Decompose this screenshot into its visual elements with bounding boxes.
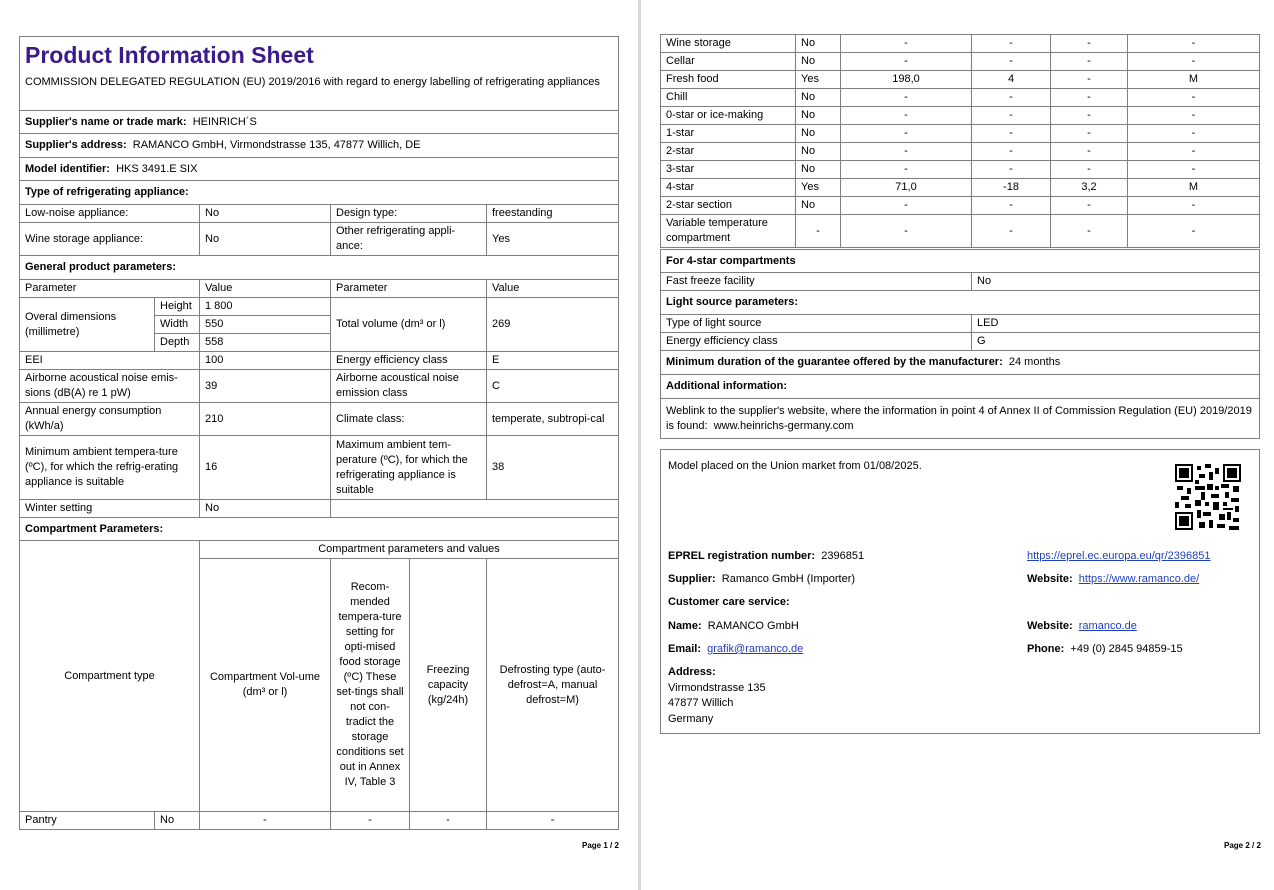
extra-params-table-page2 [660, 249, 1260, 439]
website2-label: Website: [1027, 620, 1073, 632]
variable-temp-label: Variable temperature compartment [661, 215, 796, 248]
value-header-right: Value [487, 280, 619, 298]
website-label: Website: [1027, 573, 1073, 585]
param-header-left: Parameter [20, 280, 200, 298]
depth-value: 558 [200, 334, 331, 352]
compartment-defrost: - [1128, 143, 1260, 161]
qr-code-icon [1175, 464, 1241, 530]
eprel-value: 2396851 [821, 550, 865, 562]
compartment-defrost: - [1128, 107, 1260, 125]
website2-link[interactable]: ramanco.de [1078, 620, 1137, 632]
energy-class-label: Energy efficiency class [331, 352, 487, 370]
compartment-freezing: - [1051, 197, 1128, 215]
compartment-name: Chill [661, 89, 796, 107]
supplier-label: Supplier: [668, 573, 716, 585]
compartment-present: No [796, 125, 841, 143]
winter-setting-label: Winter setting [20, 500, 200, 518]
compartment-temp: - [972, 143, 1051, 161]
winter-setting-value: No [200, 500, 331, 518]
model-value: HKS 3491.E SIX [116, 162, 198, 175]
compartment-name: 4-star [661, 179, 796, 197]
compartment-defrost: - [1128, 89, 1260, 107]
customer-care-label: Customer care service: [668, 596, 790, 608]
compartment-freezing: - [1051, 143, 1128, 161]
compartment-defrost: - [1128, 161, 1260, 179]
variable-temp-volume: - [841, 215, 972, 248]
other-appliance-value: Yes [487, 223, 619, 256]
value-header-left: Value [200, 280, 331, 298]
compartment-temp: -18 [972, 179, 1051, 197]
guarantee-label: Minimum duration of the guarantee offered by the manufacturer: [666, 356, 1003, 368]
compartment-name: Wine storage [661, 35, 796, 53]
compartment-name: Cellar [661, 53, 796, 71]
energy-class-value: E [487, 352, 619, 370]
general-heading: General product parameters: [20, 256, 619, 280]
compartment-volume: - [841, 197, 972, 215]
light-class-label: Energy efficiency class [661, 333, 972, 351]
compartment-present: Yes [796, 71, 841, 89]
light-heading: Light source parameters: [661, 291, 1260, 315]
compartment-name: 1-star [661, 125, 796, 143]
compartments-table-page2 [660, 34, 1260, 248]
compartment-row [661, 197, 1260, 215]
compartment-temp-header: Recom-mended tempera-ture setting for opti-mised food storage (ºC) These set-tings shall not con-tradict the storage conditions set out in Annex IV, Table 3 [331, 559, 410, 812]
eprel-label: EPREL registration number: [668, 550, 816, 562]
compartment-defrost: - [1128, 197, 1260, 215]
fast-freeze-label: Fast freeze facility [661, 273, 972, 291]
compartment-defrost: M [1128, 179, 1260, 197]
low-noise-value: No [200, 205, 331, 223]
light-type-label: Type of light source [661, 315, 972, 333]
design-type-value: freestanding [487, 205, 619, 223]
website-link[interactable]: https://www.ramanco.de/ [1078, 573, 1200, 585]
weblink-text: Weblink to the supplier's website, where the information in point 4 of Annex II of Commission Regulation (EU) 2019/2019 is found: [666, 404, 1252, 432]
pantry-temp: - [331, 812, 410, 830]
address-line-3: Germany [668, 713, 714, 725]
page-number-2: Page 2 / 2 [1224, 841, 1261, 850]
max-temp-label: Maximum ambient tem-perature (ºC), for which the refrigerating appliance is suitable [331, 436, 487, 500]
compartment-type-header: Compartment type [20, 541, 200, 812]
variable-temp-row [661, 215, 1260, 248]
min-temp-value: 16 [200, 436, 331, 500]
compartment-volume: - [841, 53, 972, 71]
compartment-defrost: - [1128, 35, 1260, 53]
variable-temp-freezing: - [1051, 215, 1128, 248]
height-value: 1 800 [200, 298, 331, 316]
eei-label: EEI [20, 352, 200, 370]
wine-storage-value: No [200, 223, 331, 256]
four-star-heading: For 4-star compartments [661, 250, 1260, 273]
pantry-freezing: - [410, 812, 487, 830]
product-info-table-page1 [19, 36, 619, 830]
compartment-present: Yes [796, 179, 841, 197]
guarantee-value: 24 months [1008, 356, 1061, 368]
total-volume-label: Total volume (dm³ or l) [331, 298, 487, 352]
defrosting-type-header: Defrosting type (auto-defrost=A, manual defrost=M) [487, 559, 619, 812]
market-text: Model placed on the Union market from 01/08/2025. [668, 460, 922, 472]
supplier-value: Ramanco GmbH (Importer) [721, 573, 856, 585]
compartment-volume: - [841, 143, 972, 161]
compartment-present: No [796, 89, 841, 107]
email-link[interactable]: grafik@ramanco.de [707, 643, 804, 655]
compartment-present: No [796, 197, 841, 215]
email-label: Email: [668, 643, 702, 655]
compartment-freezing: - [1051, 125, 1128, 143]
annual-energy-value: 210 [200, 403, 331, 436]
compartment-freezing: - [1051, 53, 1128, 71]
contact-info-box [660, 449, 1260, 734]
compartment-name: 0-star or ice-making [661, 107, 796, 125]
compartment-temp: - [972, 125, 1051, 143]
type-heading: Type of refrigerating appliance: [20, 181, 619, 205]
annual-energy-label: Annual energy consumption (kWh/a) [20, 403, 200, 436]
compartment-row [661, 161, 1260, 179]
noise-class-label: Airborne acoustical noise emission class [331, 370, 487, 403]
compartment-volume: 71,0 [841, 179, 972, 197]
name-label: Name: [668, 620, 702, 632]
compartment-name: 2-star [661, 143, 796, 161]
compartment-heading: Compartment Parameters: [20, 518, 619, 541]
pantry-label: Pantry [20, 812, 155, 830]
compartment-present: No [796, 161, 841, 179]
noise-class-value: C [487, 370, 619, 403]
page-2 [641, 0, 1274, 890]
max-temp-value: 38 [487, 436, 619, 500]
noise-emissions-value: 39 [200, 370, 331, 403]
compartment-volume: 198,0 [841, 71, 972, 89]
supplier-name-label: Supplier's name or trade mark: [25, 115, 187, 128]
compartment-row [661, 179, 1260, 197]
climate-class-value: temperate, subtropi-cal [487, 403, 619, 436]
address-line-1: Virmondstrasse 135 [668, 682, 766, 694]
compartment-row [661, 143, 1260, 161]
total-volume-value: 269 [487, 298, 619, 352]
fast-freeze-value: No [972, 273, 1260, 291]
compartment-volume: - [841, 161, 972, 179]
compartment-row [661, 53, 1260, 71]
noise-emissions-label: Airborne acoustical noise emis-sions (dB(A) re 1 pW) [20, 370, 200, 403]
compartment-row [661, 107, 1260, 125]
wine-storage-label: Wine storage appliance: [20, 223, 200, 256]
other-appliance-label: Other refrigerating appli-ance: [331, 223, 487, 256]
regulation-text: COMMISSION DELEGATED REGULATION (EU) 2019/2016 with regard to energy labelling of refrigerating appliances [25, 76, 600, 88]
weblink-url: www.heinrichs-germany.com [713, 419, 854, 432]
dimensions-label: Overal dimensions (millimetre) [20, 298, 155, 352]
compartment-params-header: Compartment parameters and values [200, 541, 619, 559]
climate-class-label: Climate class: [331, 403, 487, 436]
compartment-defrost: - [1128, 53, 1260, 71]
compartment-volume: - [841, 107, 972, 125]
page-number-1: Page 1 / 2 [582, 841, 619, 850]
compartment-name: Fresh food [661, 71, 796, 89]
light-type-value: LED [972, 315, 1260, 333]
compartment-temp: - [972, 89, 1051, 107]
supplier-address-label: Supplier's address: [25, 139, 127, 151]
compartment-present: No [796, 35, 841, 53]
compartment-volume-header: Compartment Vol-ume (dm³ or l) [200, 559, 331, 812]
compartment-present: No [796, 143, 841, 161]
compartment-freezing: - [1051, 35, 1128, 53]
compartment-row [661, 125, 1260, 143]
height-label: Height [155, 298, 200, 316]
compartment-present: No [796, 107, 841, 125]
design-type-label: Design type: [331, 205, 487, 223]
compartment-volume: - [841, 35, 972, 53]
page-title: Product Information Sheet [25, 42, 314, 68]
model-label: Model identifier: [25, 162, 110, 175]
compartment-row [661, 35, 1260, 53]
supplier-address-value: RAMANCO GmbH, Virmondstrasse 135, 47877 Willich, DE [132, 139, 421, 151]
phone-label: Phone: [1027, 643, 1065, 655]
phone-value: +49 (0) 2845 94859-15 [1070, 643, 1183, 655]
compartment-temp: - [972, 53, 1051, 71]
compartment-defrost: M [1128, 71, 1260, 89]
address-line-2: 47877 Willich [668, 697, 734, 709]
address-label: Address: [668, 666, 716, 678]
compartment-freezing: - [1051, 161, 1128, 179]
compartment-freezing: - [1051, 89, 1128, 107]
compartment-name: 2-star section [661, 197, 796, 215]
light-class-value: G [972, 333, 1260, 351]
eprel-link[interactable]: https://eprel.ec.europa.eu/qr/2396851 [1027, 550, 1211, 562]
variable-temp-temp: - [972, 215, 1051, 248]
compartment-defrost: - [1128, 125, 1260, 143]
compartment-temp: - [972, 35, 1051, 53]
pantry-volume: - [200, 812, 331, 830]
compartment-volume: - [841, 125, 972, 143]
pantry-present: No [155, 812, 200, 830]
supplier-name-value: HEINRICH´S [192, 115, 257, 128]
compartment-freezing: - [1051, 71, 1128, 89]
variable-temp-present: - [796, 215, 841, 248]
freezing-capacity-header: Freezing capacity (kg/24h) [410, 559, 487, 812]
width-label: Width [155, 316, 200, 334]
compartment-temp: - [972, 161, 1051, 179]
compartment-temp: - [972, 107, 1051, 125]
compartment-temp: - [972, 197, 1051, 215]
depth-label: Depth [155, 334, 200, 352]
name-value: RAMANCO GmbH [707, 620, 799, 632]
width-value: 550 [200, 316, 331, 334]
compartment-temp: 4 [972, 71, 1051, 89]
additional-heading: Additional information: [661, 375, 1260, 399]
compartment-row [661, 71, 1260, 89]
compartment-volume: - [841, 89, 972, 107]
compartment-name: 3-star [661, 161, 796, 179]
min-temp-label: Minimum ambient tempera-ture (ºC), for which the refrig-erating appliance is suitable [20, 436, 200, 500]
compartment-row [661, 89, 1260, 107]
variable-temp-defrost: - [1128, 215, 1260, 248]
eei-value: 100 [200, 352, 331, 370]
compartment-freezing: 3,2 [1051, 179, 1128, 197]
param-header-right: Parameter [331, 280, 487, 298]
compartment-present: No [796, 53, 841, 71]
low-noise-label: Low-noise appliance: [20, 205, 200, 223]
pantry-defrost: - [487, 812, 619, 830]
compartment-freezing: - [1051, 107, 1128, 125]
